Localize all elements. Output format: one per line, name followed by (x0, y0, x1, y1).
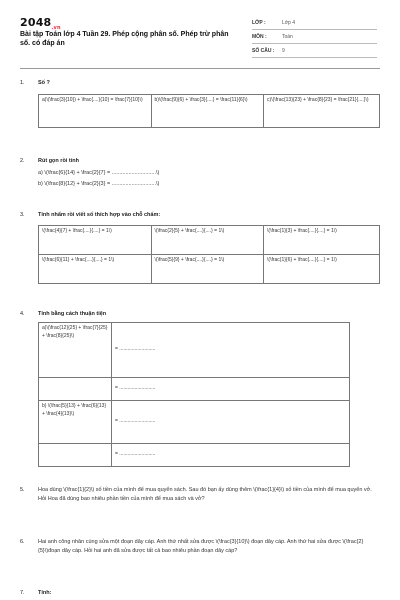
answer-blank: = .......................... (112, 378, 350, 401)
answer-blank: = .......................... (112, 444, 350, 467)
meta-row-subject (252, 30, 377, 44)
section-4-table (38, 322, 350, 467)
question-number: 4. (20, 311, 25, 317)
page-header (0, 0, 400, 64)
section-5-text: Hoa dùng \(\frac{1}{2}\) số tiền của mình để mua quyển sách. Sau đó bạn ấy dùng thêm \(\frac{1}{4}\) số tiền của mình để mua quyển vở. Hỏi Hoa đã dùng bao nhiêu phần tiền của mình để mua sách và vở? (38, 487, 372, 502)
section-6-number (20, 539, 38, 545)
section-1-heading (20, 80, 50, 86)
table-row (39, 323, 350, 378)
answer-blank: = .......................... (112, 323, 350, 378)
table-row (39, 226, 380, 255)
table-row (39, 444, 350, 467)
table-cell: a)\(\frac{3}{10}) + \frac{....}{10} = \frac{7}{10}\) (39, 95, 152, 128)
site-logo[interactable] (20, 16, 61, 31)
question-number: 7. (20, 590, 25, 596)
question-number: 2. (20, 158, 25, 164)
meta-row-count (252, 44, 377, 58)
meta-label: MÔN : (252, 33, 267, 40)
meta-label: SỐ CÂU : (252, 47, 275, 54)
section-2-line-a: a) \(\frac{6}{14} + \frac{2}{7} = .............................\) (38, 170, 160, 176)
meta-value: Toán (282, 33, 293, 40)
meta-value: Lớp 4 (282, 19, 296, 26)
table-cell (39, 444, 112, 467)
header-divider (20, 68, 380, 69)
table-row (39, 255, 380, 284)
table-cell: \(\frac{6}{11} + \frac{....}{....} = 1\) (39, 255, 152, 284)
section-3-heading (20, 212, 160, 218)
question-number: 5. (20, 487, 25, 493)
section-3-table (38, 225, 380, 284)
section-2-line-b: b) \(\frac{8}{12} + \frac{2}{3} = .............................\) (38, 181, 160, 187)
section-7-heading (20, 590, 51, 596)
question-number: 6. (20, 539, 25, 545)
table-cell: a)\(\frac{12}{25} + \frac{7}{25} + \frac{8}{25}\) (39, 323, 112, 378)
meta-value: 9 (282, 47, 285, 54)
logo-text: 2048 (20, 16, 52, 29)
table-cell: \(\frac{5}{9} + \frac{....}{....} = 1\) (151, 255, 264, 284)
logo-suffix: .vn (51, 25, 61, 32)
table-cell: b) \(\frac{5}{13} + \frac{6}{13} + \frac{4}{13}\) (39, 401, 112, 444)
answer-blank: = .......................... (112, 401, 350, 444)
question-title: Tính bằng cách thuận tiện (38, 311, 107, 317)
table-cell: c)\(\frac{13}{23} + \frac{8}{23} = \frac{21}{....}\) (264, 95, 380, 128)
section-6-text: Hai anh công nhân cùng sửa một đoạn dây cáp. Anh thứ nhất sửa được \(\frac{3}{10}\) đoạn dây cáp. Anh thứ hai sửa được \(\frac{2}{5}\)đoạn dây cáp. Hỏi hai anh đã sửa được tất cả bao nhiêu phần đoạn dây cáp? (38, 539, 364, 554)
meta-row-class (252, 16, 377, 30)
table-cell: \(\frac{1}{3} + \frac{....}{....} = 1\) (264, 226, 380, 255)
table-row (39, 378, 350, 401)
section-5-number (20, 487, 38, 493)
question-number: 3. (20, 212, 25, 218)
table-row (39, 401, 350, 444)
table-cell: \(\frac{4}{7} + \frac{....}{....} = 1\) (39, 226, 152, 255)
table-cell: \(\frac{1}{6} + \frac{....}{....} = 1\) (264, 255, 380, 284)
section-2-heading (20, 158, 79, 164)
section-4-heading (20, 311, 106, 317)
table-cell: b)\(\frac{9}{6} + \frac{3}{....} = \frac{11}{6}\) (151, 95, 264, 128)
table-cell: \(\frac{2}{5} + \frac{....}{....} = 1\) (151, 226, 264, 255)
worksheet-meta (252, 16, 377, 58)
table-row (39, 95, 380, 128)
question-title: Số ? (38, 80, 50, 86)
question-title: Tính nhẩm rồi viết số thích hợp vào chỗ chấm: (38, 212, 161, 218)
table-cell (39, 378, 112, 401)
question-title: Tính: (38, 590, 52, 596)
question-number: 1. (20, 80, 25, 86)
worksheet-title: Bài tập Toán lớp 4 Tuần 29. Phép cộng phân số. Phép trừ phân số. có đáp án (20, 31, 229, 47)
meta-label: LỚP : (252, 19, 266, 26)
section-1-table (38, 94, 380, 128)
question-title: Rút gọn rồi tính (38, 158, 79, 164)
